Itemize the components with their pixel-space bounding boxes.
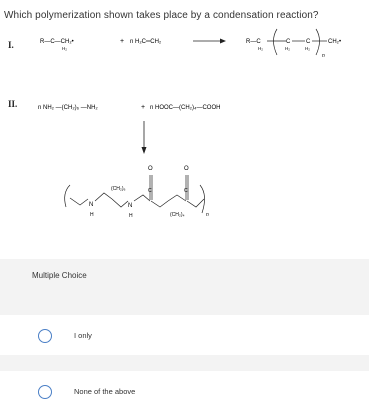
reaction-1-arrow-head (220, 39, 226, 44)
reaction-1-open-paren (274, 29, 278, 55)
radio-button-i-only[interactable] (38, 329, 52, 343)
reaction-1-product-left: R—C (246, 39, 261, 45)
reaction-1-product-sub-2: H₂ (285, 46, 290, 51)
reaction-1-reactant-sub: H₂ (62, 46, 67, 51)
option-label-none-of-the-above: None of the above (74, 387, 136, 396)
reaction-2-o2: O (184, 166, 189, 172)
reaction-1-n: n (322, 53, 325, 59)
reaction-2-n2: N (128, 203, 133, 209)
reaction-2-bond-b (95, 193, 112, 201)
reaction-2-chain-1: (CH₂)₆ (111, 186, 126, 192)
reaction-2-chain-2: (CH₂)₄ (170, 212, 185, 218)
reaction-1-reactant: R—C—CH₂• (40, 39, 74, 45)
option-none-of-the-above[interactable] (0, 371, 369, 407)
reaction-2-c1: C (148, 188, 152, 194)
option-i-only[interactable] (0, 315, 369, 355)
reaction-1-close-paren (316, 29, 320, 55)
reaction-1-label: I. (8, 40, 14, 50)
reaction-1-c2: C (306, 39, 311, 45)
multiple-choice-title: Multiple Choice (32, 271, 87, 280)
reaction-2-plus: + (141, 104, 146, 111)
reaction-2-h1: H (90, 212, 94, 218)
reaction-2-arrow-head (142, 147, 147, 154)
reaction-2-diamine: n NH₂ —(CH₂)₆ —NH₂ (38, 105, 98, 111)
reaction-2-bond-g (187, 199, 204, 207)
radio-button-none-of-the-above[interactable] (38, 385, 52, 399)
reaction-2-n1: N (89, 202, 94, 208)
reaction-2-bond-c (112, 199, 128, 207)
reaction-1-product-right: CH₂• (328, 39, 342, 45)
reaction-1-product-sub-1: H₂ (258, 46, 263, 51)
reaction-2-bond-d (134, 195, 150, 201)
reaction-2-open-paren (65, 185, 70, 207)
reaction-2-diagram (0, 95, 369, 255)
reaction-1-product-sub-3: H₂ (305, 46, 310, 51)
reaction-2-label: II. (8, 99, 18, 109)
question-text: Which polymerization shown takes place by a condensation reaction? (4, 10, 319, 21)
reaction-1-plus: + (120, 38, 125, 45)
reaction-2-h2: H (129, 213, 133, 219)
reaction-2-bond-f (168, 195, 186, 201)
reaction-1-diagram (30, 25, 369, 70)
reaction-2-bond-a (70, 198, 88, 205)
reaction-2-c2: C (184, 188, 188, 194)
reaction-1-c1: C (286, 39, 291, 45)
reaction-2-diacid: n HOOC—(CH₂)₄—COOH (150, 105, 221, 111)
option-label-i-only: I only (74, 331, 92, 340)
reaction-1-monomer: n H₂C═CH₂ (130, 39, 162, 45)
reaction-2-n: n (206, 212, 209, 218)
reaction-2-bond-e (151, 201, 168, 207)
reaction-2-o1: O (148, 166, 153, 172)
